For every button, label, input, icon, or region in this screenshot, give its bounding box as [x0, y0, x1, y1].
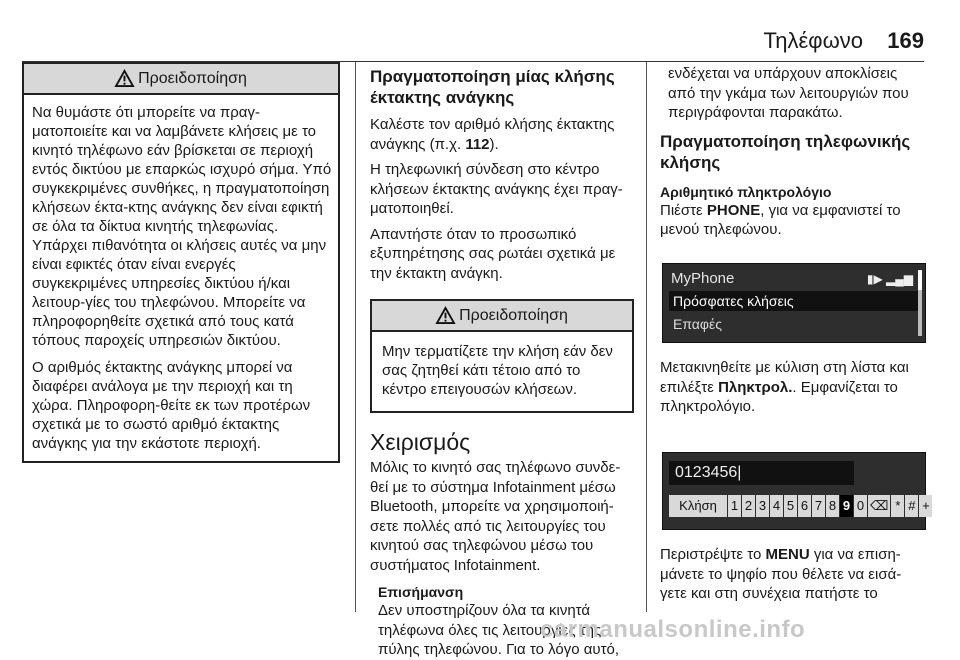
emergency-number: 112 [465, 135, 490, 153]
key-7[interactable]: 7 [812, 495, 825, 517]
deviation-text: ενδέχεται να υπάρχουν αποκλίσεις από την γκάμα των λειτουργιών που περιγράφονται παρακάτω. [668, 65, 909, 121]
warning-text-1b: Ο αριθμός έκτακτης ανάγκης μπορεί να διαφέρει ανάλογα με την περιοχή και τη χώρα. Πληροφορη-θείτε εκ των προτέρων σχετικά με το σωστό αριθμό έκτακτης ανάγκης για την εκάστοτε περιοχή. [32, 359, 311, 452]
warning-box-1 [22, 62, 340, 463]
warning-triangle-icon [115, 70, 134, 87]
note-text: Δεν υποστηρίζουν όλα τα κινητά τηλέφωνα όλες τις λειτουργίες της πύλης τηλεφώνου. Για το λόγο αυτό, [378, 602, 620, 658]
screen-scrollbar [918, 270, 922, 336]
menu-item-contacts[interactable]: Επαφές [673, 316, 722, 332]
scroll-text: Μετακινηθείτε με κύλιση στη λίστα και επιλέξτε [660, 359, 909, 396]
keypad-subheading: Αριθμητικό πληκτρολόγιο [660, 183, 832, 200]
scroll-instruction [660, 358, 926, 417]
emergency-p3: Απαντήστε όταν το προσωπικό εξυπηρέτησης σας ρωτάει σχετικά με την έκτακτη ανάγκη. [370, 225, 616, 282]
column-divider-2 [646, 62, 647, 612]
make-call-heading: Πραγματοποίηση τηλεφωνικής κλήσης [660, 131, 911, 172]
warning-text-2: Μην τερματίζετε την κλήση εάν δεν σας ζητηθεί κάτι τέτοιο από το κέντρο επειγουσών κλήσεων. [382, 343, 613, 398]
key-plus[interactable]: + [919, 495, 932, 517]
page-number: 169 [887, 28, 924, 53]
emergency-p1-end: ). [489, 135, 499, 153]
keypad-p1-text: Πιέστε [660, 201, 707, 219]
backspace-icon[interactable]: ⌫ [868, 495, 890, 517]
key-4[interactable]: 4 [770, 495, 783, 517]
keypad-p1 [660, 201, 926, 240]
key-8[interactable]: 8 [826, 495, 839, 517]
warning-title-1: Προειδοποίηση [138, 69, 247, 87]
phone-menu-screen [662, 263, 926, 343]
column-3-bottom [660, 545, 926, 604]
keypad-menu-label: Πληκτρολ. [718, 378, 793, 396]
warning-header-1 [24, 64, 338, 95]
operation-section-title: Χειρισμός [370, 429, 471, 455]
column-1 [22, 62, 340, 463]
phone-button-label: PHONE [706, 201, 761, 219]
key-3[interactable]: 3 [756, 495, 769, 517]
key-9[interactable]: 9 [840, 495, 853, 517]
warning-body-1 [24, 95, 338, 461]
emergency-p2: Η τηλεφωνική σύνδεση στο κέντρο κλήσεων έκτακτης ανάγκης έχει πραγ-ματοποιηθεί. [370, 161, 623, 217]
note-title: Επισήμανση [378, 584, 464, 600]
keypad-p1-end: , για να εμφανιστεί το μενού τηλεφώνου. [660, 201, 901, 238]
warning-title-2: Προειδοποίηση [459, 306, 568, 324]
key-5[interactable]: 5 [784, 495, 797, 517]
column-2 [370, 62, 634, 660]
screen-title: MyPhone [671, 270, 735, 287]
warning-body-2 [372, 332, 632, 411]
page-header [0, 0, 960, 62]
column-3 [660, 62, 926, 240]
emergency-p1 [370, 115, 634, 154]
call-key[interactable]: Κλήση [669, 495, 727, 517]
warning-text-1a: Να θυμάστε ότι μπορείτε να πραγ-ματοποιείτε και να λαμβάνετε κλήσεις με το κινητό τηλέφωνο εάν βρίσκεται σε περιοχή εντός δικτύου με επαρκώς ισχυρό σήμα. Υπό συγκεκριμένες συνθήκες, η πραγματοποίηση κλήσεων έκτα-κτης ανάγκης δεν είναι εφικτή σε όλα τα δίκτυα κινητής τηλεφωνίας. Υπάρχει πιθανότητα οι κλήσεις αυτές να μην είναι εφικτές όταν είναι ενεργές συγκεκριμένες υπηρεσίες δικτύου ή/και λειτουρ-γίες του τηλεφώνου. Μπορείτε να πληροφορηθείτε σχετικά από τους κατά τόπους παροχείς υπηρεσιών δικτύου. [32, 104, 332, 349]
key-6[interactable]: 6 [798, 495, 811, 517]
emergency-p1-text: Καλέστε τον αριθμό κλήσης έκτακτης ανάγκης (π.χ. [370, 116, 615, 153]
rotate-text: Περιστρέψτε το [660, 546, 766, 563]
menu-item-recent-calls[interactable]: Πρόσφατες κλήσεις [669, 291, 919, 311]
warning-triangle-icon [436, 307, 455, 324]
battery-signal-icon: ▮▶ ▂▄▆ [866, 272, 913, 286]
key-hash[interactable]: # [905, 495, 918, 517]
key-1[interactable]: 1 [728, 495, 741, 517]
column-3-mid [660, 358, 926, 417]
keypad-screen [662, 452, 930, 530]
keypad-row [669, 495, 932, 517]
watermark: carmanualsonline.info [540, 616, 806, 643]
operation-p1: Μόλις το κινητό σας τηλέφωνο συνδε-θεί με το σύστημα Infotainment μέσω Bluetooth, μπορείτε να χρησιμοποιή-σετε πολλές από τις λειτουργίες του κινητού σας τηλεφώνου μέσω του συστήματος Infotainment. [370, 459, 621, 574]
rotate-end: για να επιση-μάνετε το ψηφίο που θέλετε να εισά-γετε και στη συνέχεια πατήστε το [660, 546, 902, 602]
key-0[interactable]: 0 [854, 495, 867, 517]
page-header-title: Τηλέφωνο [763, 28, 863, 53]
menu-knob-label: MENU [765, 546, 810, 563]
key-star[interactable]: * [891, 495, 904, 517]
rotate-instruction [660, 545, 926, 604]
emergency-call-heading: Πραγματοποίηση μίας κλήσης έκτακτης ανάγκης [370, 67, 615, 107]
scroll-end: . Εμφανίζεται το πληκτρολόγιο. [660, 378, 898, 415]
key-2[interactable]: 2 [742, 495, 755, 517]
number-input[interactable]: 0123456| [669, 461, 854, 485]
warning-header-2 [372, 301, 632, 332]
warning-box-2 [370, 299, 634, 413]
column-divider-1 [355, 62, 356, 612]
